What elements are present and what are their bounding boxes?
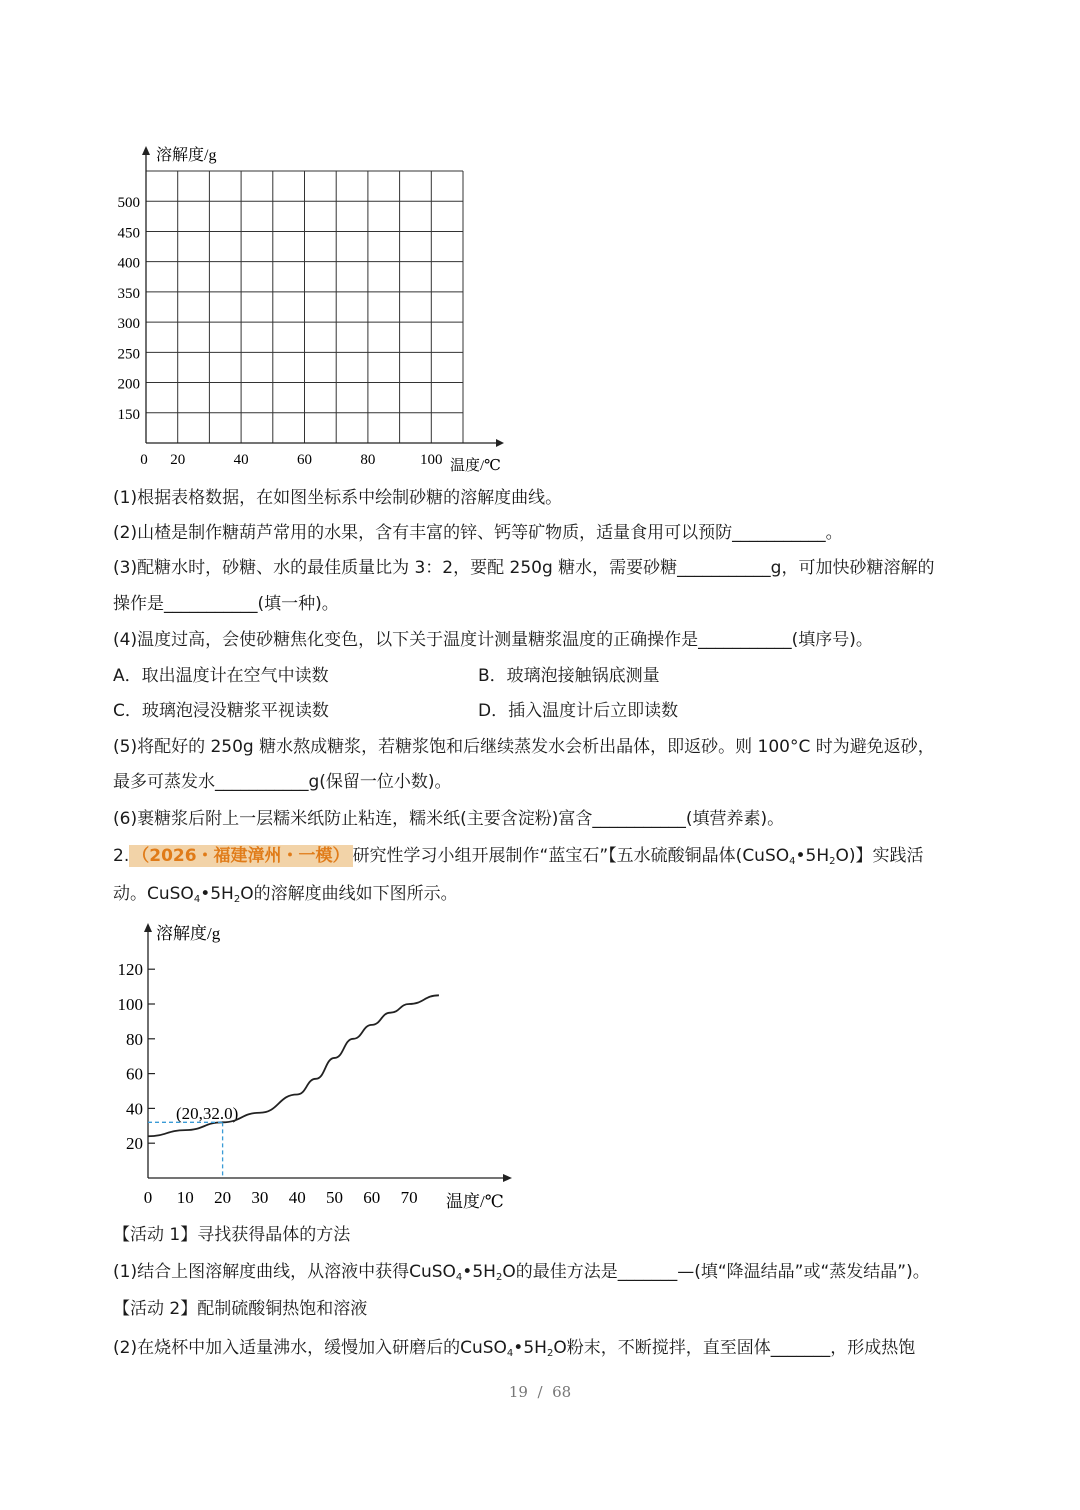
question-6: (6)裹糖浆后附上一层糯米纸防止粘连，糯米纸(主要含淀粉)富含___________(填营养素)。 xyxy=(113,809,785,829)
y-tick-label: 120 xyxy=(117,960,143,980)
chart2-ylabel: 溶解度/g xyxy=(156,924,221,943)
question-4: (4)温度过高，会使砂糖焦化变色，以下关于温度计测量糖浆温度的正确操作是___________(填序号)。 xyxy=(113,630,873,650)
x-tick-label: 40 xyxy=(233,452,249,468)
chart2-xlabel: 温度/℃ xyxy=(446,1192,504,1211)
x-tick-label: 60 xyxy=(363,1188,381,1207)
x-tick-label: 100 xyxy=(420,452,443,468)
question-3b: 操作是___________(填一种)。 xyxy=(113,594,339,614)
source-badge: （2026・福建漳州・一模） xyxy=(129,845,352,867)
option-b: B．玻璃泡接触锅底测量 xyxy=(478,666,660,686)
chart-grid-empty xyxy=(100,138,520,478)
problem-2-line-2: 动。$CuSO_4•5H_2O$的溶解度曲线如下图所示。 xyxy=(113,884,458,905)
x-tick-label: 10 xyxy=(176,1188,194,1207)
y-tick-label: 350 xyxy=(117,285,140,302)
problem-number: 2. xyxy=(113,846,130,866)
activity-1-heading: 【活动 1】寻找获得晶体的方法 xyxy=(113,1225,351,1245)
question-5a: (5)将配好的 250g 糖水熬成糖浆，若糖浆饱和后继续蒸发水会析出晶体，即返砂。则 100°C 时为避免返砂， xyxy=(113,737,935,757)
activity-2-heading: 【活动 2】配制硫酸铜热饱和溶液 xyxy=(113,1299,368,1319)
y-tick-label: 80 xyxy=(126,1029,143,1049)
activity-2-question: (2)在烧杯中加入适量沸水，缓慢加入研磨后的$CuSO_4•5H_2O$粉末，不断搅拌，直至固体_______，形成热饱 xyxy=(113,1338,916,1359)
activity-1-question: (1)结合上图溶解度曲线，从溶液中获得$CuSO_4•5H_2O$的最佳方法是_______—(填“降温结晶”或“蒸发结晶”)。 xyxy=(113,1262,930,1283)
y-axis-arrow xyxy=(142,146,150,155)
y-tick-label: 150 xyxy=(117,406,140,423)
y-tick-label: 400 xyxy=(117,255,140,272)
y-tick-label: 40 xyxy=(126,1099,143,1119)
x-tick-label: 0 xyxy=(143,1188,153,1207)
formula: $CuSO_4•5H_2O$ xyxy=(460,1338,567,1359)
x-tick-label: 30 xyxy=(251,1188,269,1207)
x-tick-label: 20 xyxy=(214,1188,232,1207)
y-tick-label: 300 xyxy=(117,316,140,333)
question-5b: 最多可蒸发水___________g(保留一位小数)。 xyxy=(113,772,452,792)
formula: $CuSO_4•5H_2O$ xyxy=(147,884,254,905)
page-number: 19 / 68 xyxy=(508,1383,572,1401)
formula: $CuSO_4•5H_2O$ xyxy=(409,1262,516,1283)
x-tick-label: 20 xyxy=(170,452,186,468)
y-tick-label: 500 xyxy=(117,195,140,212)
question-2: (2)山楂是制作糖葫芦常用的水果，含有丰富的锌、钙等矿物质，适量食用可以预防___________。 xyxy=(113,523,843,543)
chart1-ylabel: 溶解度/g xyxy=(156,147,217,164)
x-tick-label: 70 xyxy=(400,1188,418,1207)
y-axis-arrow xyxy=(144,923,152,932)
chart2-annotation: (20,32.0) xyxy=(176,1104,239,1123)
y-tick-label: 20 xyxy=(126,1134,143,1154)
formula: $CuSO_4•5H_2O$ xyxy=(742,846,849,867)
question-1: (1)根据表格数据，在如图坐标系中绘制砂糖的溶解度曲线。 xyxy=(113,488,563,508)
x-tick-label: 40 xyxy=(288,1188,306,1207)
x-tick-label: 80 xyxy=(360,452,376,468)
x-tick-label: 60 xyxy=(297,452,312,468)
question-3a: (3)配糖水时，砂糖、水的最佳质量比为 3：2，要配 250g 糖水，需要砂糖___________g，可加快砂糖溶解的 xyxy=(113,558,935,578)
option-c: C．玻璃泡浸没糖浆平视读数 xyxy=(113,701,329,721)
problem-text: 研究性学习小组开展制作“蓝宝石”【五水硫酸铜晶体( xyxy=(352,846,743,866)
x-tick-label: 50 xyxy=(326,1188,343,1207)
y-tick-label: 200 xyxy=(117,376,140,393)
chart-solubility-curve xyxy=(100,915,530,1215)
problem-text-end: )】实践活 xyxy=(848,846,924,866)
option-d: D．插入温度计后立即读数 xyxy=(478,701,679,721)
problem-2-line-1 xyxy=(113,845,924,873)
x-axis-arrow xyxy=(503,1174,512,1182)
y-tick-label: 60 xyxy=(126,1064,143,1084)
y-tick-label: 250 xyxy=(117,346,140,363)
x-tick-label: 0 xyxy=(140,452,148,468)
y-tick-label: 450 xyxy=(117,225,140,242)
y-tick-label: 100 xyxy=(117,995,143,1014)
option-a: A．取出温度计在空气中读数 xyxy=(113,666,329,686)
x-axis-arrow xyxy=(496,439,504,447)
chart1-xlabel: 温度/℃ xyxy=(450,458,501,474)
